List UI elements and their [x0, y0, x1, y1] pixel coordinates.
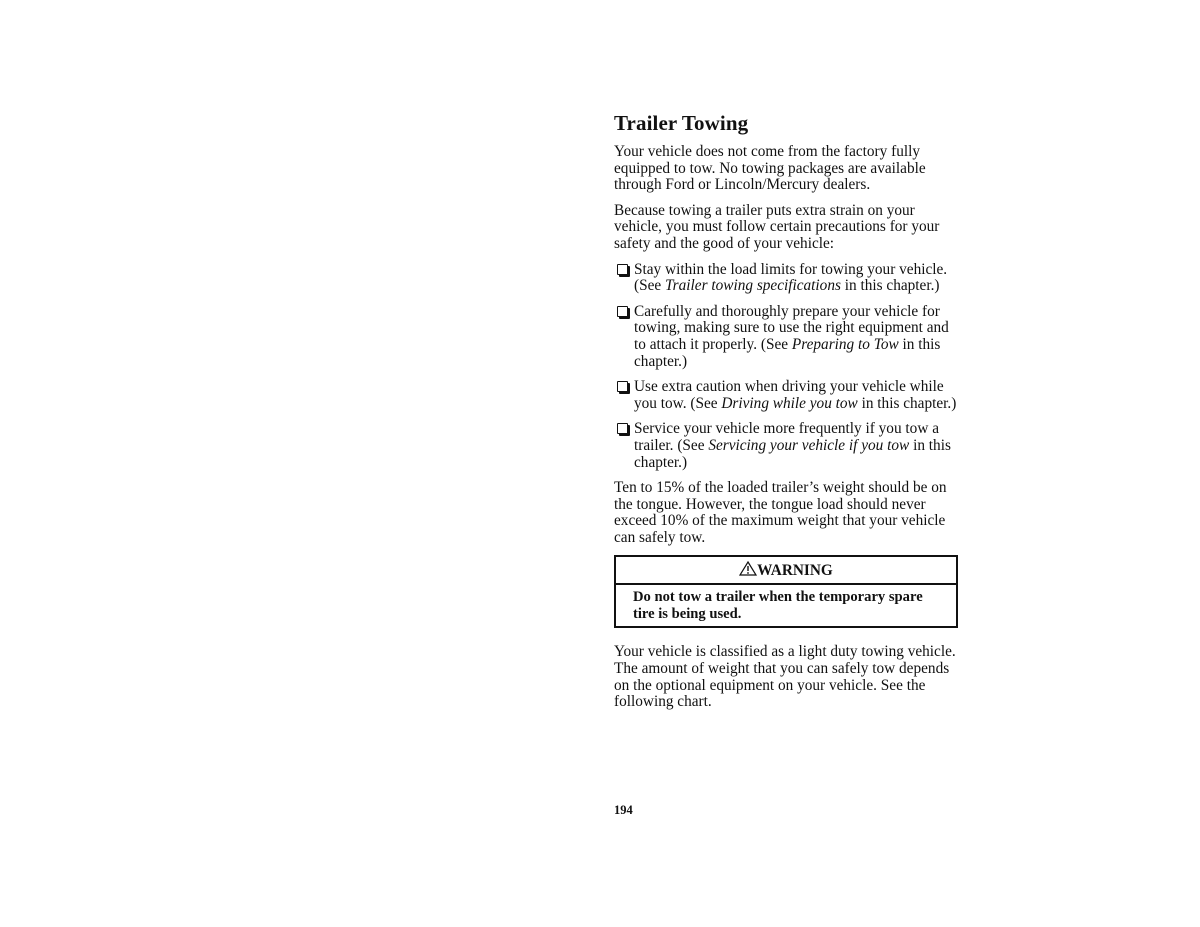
tongue-load-paragraph: Ten to 15% of the loaded trailer’s weight should be on the tongue. However, the tongue load should never exceed 10% of the maximum weight that your vehicle can safely tow. [614, 479, 947, 546]
page-number: 194 [614, 803, 633, 817]
bullet-text: in this chapter.) [840, 277, 940, 295]
warning-heading: WARNING [757, 562, 833, 580]
cross-reference: Driving while you tow [721, 394, 858, 412]
classification-paragraph: Your vehicle is classified as a light duty towing vehicle. The amount of weight that you can safely tow depends on the optional equipment on your vehicle. See the following chart. [614, 643, 956, 711]
warning-header [616, 557, 956, 585]
bullet-text: in this chapter.) [634, 436, 951, 471]
bullet-text: Use extra caution when driving your vehicle while you tow. (See [634, 378, 944, 412]
precautions-list [614, 262, 960, 472]
list-item [614, 304, 960, 370]
checkbox-bullet-icon [617, 264, 628, 275]
cross-reference: Servicing your vehicle if you tow [708, 436, 910, 454]
bullet-text: in this chapter.) [634, 335, 941, 370]
cross-reference: Trailer towing specifications [665, 277, 841, 295]
list-item [614, 421, 960, 471]
bullet-text: Stay within the load limits for towing your vehicle. (See [634, 260, 948, 295]
list-item [614, 379, 960, 412]
warning-text: Do not tow a trailer when the temporary spare tire is being used. [633, 589, 923, 623]
bullet-text: Service your vehicle more frequently if you tow a trailer. (See [634, 420, 939, 454]
bullet-text: in this chapter.) [857, 394, 957, 412]
warning-triangle-icon [739, 561, 757, 576]
section-title: Trailer Towing [614, 111, 749, 135]
checkbox-bullet-icon [617, 423, 628, 434]
intro-paragraph: Your vehicle does not come from the factory fully equipped to tow. No towing packages are available through Ford or Lincoln/Mercury dealers. [614, 143, 926, 194]
checkbox-bullet-icon [617, 306, 628, 317]
manual-page [614, 110, 960, 720]
warning-box [614, 555, 958, 628]
list-item [614, 262, 960, 295]
precautions-paragraph: Because towing a trailer puts extra strain on your vehicle, you must follow certain precautions for your safety and the good of your vehicle: [614, 201, 940, 252]
checkbox-bullet-icon [617, 381, 628, 392]
cross-reference: Preparing to Tow [791, 335, 899, 353]
bullet-text: Carefully and thoroughly prepare your vehicle for towing, making sure to use the right equipment and to attach it properly. (See [634, 302, 949, 353]
